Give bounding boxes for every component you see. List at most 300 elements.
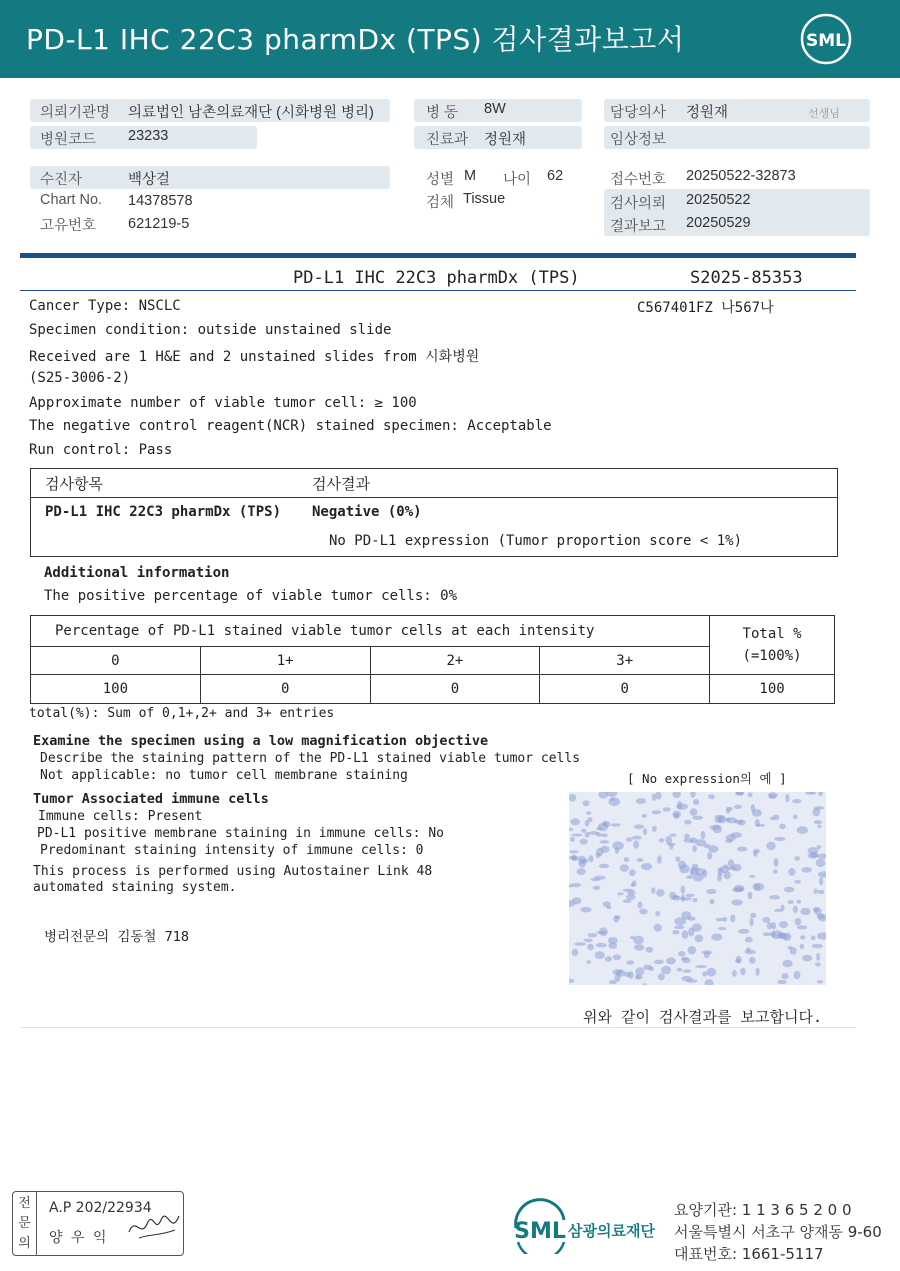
cell-nucleus [723,871,731,879]
cell-nucleus [679,864,690,873]
cell-nucleus [753,849,760,854]
cell-nucleus [610,798,615,801]
cell-nucleus [569,828,573,831]
cell-nucleus [818,792,823,796]
closing-statement: 위와 같이 검사결과를 보고합니다. [583,1008,822,1026]
cell-nucleus [622,889,634,892]
cell-nucleus [745,937,753,943]
result-table-header [31,469,837,498]
cell-nucleus [595,951,605,959]
level-cell: 1+ [200,647,370,675]
cell-nucleus [738,929,749,934]
cell-nucleus [605,956,612,961]
agency-number: 요양기관: 1 1 3 6 5 2 0 0 [674,1201,852,1219]
dept-label: 진료과 [426,132,469,148]
cell-nucleus [587,944,594,951]
cell-nucleus [608,937,618,944]
cell-nucleus [751,804,755,812]
cell-nucleus [630,936,635,939]
cell-nucleus [646,947,654,953]
cell-nucleus [781,973,788,979]
unique-id-value: 621219-5 [128,216,190,232]
value-cell: 0 [200,675,370,704]
cell-nucleus [643,828,647,835]
value-cell: 0 [370,675,540,704]
cell-nucleus [572,949,578,957]
cell-nucleus [626,894,635,900]
org-address: 서울특별시 서초구 양재동 9-60 [674,1223,882,1241]
cell-nucleus [673,813,679,819]
value-cell: 100 [31,675,201,704]
report-line: Specimen condition: outside unstained slide [29,322,392,338]
chart-no-label: Chart No. [40,192,103,208]
test-title: PD-L1 IHC 22C3 pharmDx (TPS) [293,268,580,288]
cell-nucleus [785,794,789,803]
cell-nucleus [779,824,786,830]
result-value: Negative (0%) [312,504,422,520]
cell-nucleus [802,955,812,962]
cell-nucleus [654,924,662,932]
cell-nucleus [615,915,621,919]
content-bottom-line [20,1027,856,1028]
cell-nucleus [695,935,704,943]
cell-nucleus [722,917,727,922]
sex-label: 성별 [426,172,455,188]
cell-nucleus [682,930,689,939]
stamp-side-label [13,1192,37,1255]
cell-nucleus [690,792,695,798]
intensity-header: Percentage of PD-L1 stained viable tumor cells at each intensity [31,616,710,647]
cell-nucleus [800,935,805,939]
specimen-label: 검체 [426,195,455,211]
cell-nucleus [600,846,609,853]
cell-nucleus [693,898,698,902]
cell-nucleus [695,839,706,846]
result-note: No PD-L1 expression (Tumor proportion score < 1%) [329,533,743,549]
cell-nucleus [771,922,776,929]
sml-footer-logo [510,1198,570,1254]
cell-nucleus [750,913,756,918]
block-code: C567401FZ 나567나 [637,300,774,316]
dept-value: 정원재 [484,132,527,148]
footer-logo-text: SML [514,1219,566,1244]
receipt-no-value: 20250522-32873 [686,168,796,184]
cell-nucleus [613,969,623,975]
cell-nucleus [674,926,684,930]
cell-nucleus [599,927,608,936]
institution-value: 의료법인 남촌의료재단 (시화병원 병리) [128,105,374,121]
level-cell: 0 [31,647,201,675]
report-line: Approximate number of viable tumor cell: ≥ 100 [29,395,417,411]
cell-nucleus [811,935,816,940]
cell-nucleus [792,799,801,803]
report-date-label: 결과보고 [610,219,667,235]
cell-nucleus [768,792,778,797]
cell-nucleus [735,887,744,891]
cell-nucleus [813,808,821,816]
cell-nucleus [704,952,710,959]
cell-nucleus [731,899,742,905]
report-line: Run control: Pass [29,442,173,458]
cell-nucleus [657,855,662,864]
cell-nucleus [643,983,647,985]
cell-nucleus [681,894,685,902]
cell-nucleus [639,909,647,915]
cell-nucleus [633,840,639,848]
cell-nucleus [684,820,692,825]
cell-nucleus [800,908,810,915]
cell-nucleus [793,906,798,914]
cell-nucleus [632,836,642,840]
cell-nucleus [596,832,601,837]
cell-nucleus [692,864,699,871]
cell-nucleus [819,877,823,885]
cell-nucleus [620,864,629,871]
cell-nucleus [659,838,665,842]
cell-nucleus [734,805,742,809]
cell-nucleus [816,859,826,867]
cell-nucleus [585,832,590,838]
cell-nucleus [690,808,698,816]
cell-nucleus [577,868,586,875]
cell-nucleus [652,794,656,801]
cell-nucleus [572,834,583,837]
value-cell: 0 [540,675,710,704]
cell-nucleus [726,817,730,821]
report-date-value: 20250529 [686,215,751,231]
stamp-ap-number: A.P 202/22934 [49,1200,152,1216]
cell-nucleus [626,960,634,964]
cell-nucleus [611,823,621,826]
cell-nucleus [814,889,818,894]
result-table [30,468,838,557]
cell-nucleus [726,867,737,871]
cell-nucleus [669,892,676,900]
cell-nucleus [598,792,608,799]
process-line: automated staining system. [33,880,237,895]
cell-nucleus [571,818,581,825]
cell-nucleus [635,967,644,976]
cell-nucleus [718,927,727,930]
cell-nucleus [749,918,753,926]
section-divider [20,253,856,258]
request-date-value: 20250522 [686,192,751,208]
stamp-side-char: 문 [18,1216,31,1231]
cell-nucleus [571,883,582,887]
doctor-suffix: 선생님 [808,108,840,120]
patient-name-value: 백상걸 [128,172,171,188]
cell-nucleus [579,856,586,865]
cell-nucleus [788,868,795,876]
cell-nucleus [656,792,662,800]
intensity-table [30,615,835,704]
examine-line: Not applicable: no tumor cell membrane staining [40,768,408,783]
cell-nucleus [779,921,788,928]
cell-nucleus [634,825,645,830]
cell-nucleus [681,911,691,920]
tumor-immune-title: Tumor Associated immune cells [33,791,269,807]
cell-nucleus [617,892,624,895]
cell-nucleus [773,858,778,867]
cell-nucleus [730,915,736,923]
header-banner [0,0,900,78]
cell-nucleus [681,957,689,961]
cell-nucleus [701,831,706,839]
immune-line: Immune cells: Present [38,809,203,824]
cell-nucleus [748,892,753,900]
cell-nucleus [737,847,747,852]
cell-nucleus [654,960,664,965]
total-header-cell [710,616,835,675]
cell-nucleus [773,815,780,821]
cell-nucleus [782,960,792,968]
level-cell: 2+ [370,647,540,675]
cell-nucleus [735,959,741,963]
logo-text: SML [806,31,846,51]
cell-nucleus [612,841,623,850]
cell-nucleus [746,947,751,952]
cell-nucleus [693,799,699,805]
cell-nucleus [624,857,630,862]
cell-nucleus [777,980,787,984]
chart-no-value: 14378578 [128,193,193,209]
cell-nucleus [569,794,576,802]
process-line: This process is performed using Autostainer Link 48 [33,864,433,879]
result-table-body [31,498,837,556]
cell-nucleus [586,811,591,814]
report-title: PD-L1 IHC 22C3 pharmDx (TPS) 검사결과보고서 [26,23,685,56]
report-line: Received are 1 H&E and 2 unstained slides from 시화병원 [29,349,480,365]
cell-nucleus [630,883,635,887]
cell-nucleus [678,951,686,957]
cell-nucleus [797,826,808,834]
col-result-header: 검사결과 [312,475,370,493]
cell-nucleus [793,815,798,819]
cell-nucleus [591,878,601,881]
cell-nucleus [600,833,608,837]
cell-nucleus [569,850,578,853]
cell-nucleus [580,839,588,845]
ward-value: 8W [484,101,506,117]
cell-nucleus [763,932,773,936]
cell-nucleus [795,918,802,925]
age-label: 나이 [503,172,532,188]
cell-nucleus [717,873,722,882]
cell-nucleus [581,829,586,833]
cell-nucleus [715,815,722,820]
cell-nucleus [817,825,822,828]
cell-nucleus [583,939,592,943]
cell-nucleus [638,901,643,908]
stamp-side-char: 전 [18,1196,31,1211]
cell-nucleus [787,900,793,904]
cell-nucleus [692,816,703,820]
doctor-label: 담당의사 [610,105,667,121]
cell-nucleus [817,914,825,919]
cell-nucleus [685,894,694,898]
cell-nucleus [774,837,786,841]
total-note: total(%): Sum of 0,1+,2+ and 3+ entries [29,706,335,721]
cell-nucleus [656,889,664,897]
cell-nucleus [773,869,778,873]
cell-nucleus [740,968,745,976]
cell-nucleus [692,845,697,852]
org-name: 삼광의료재단 [568,1222,655,1240]
cell-nucleus [814,820,823,824]
additional-line: The positive percentage of viable tumor cells: 0% [44,588,458,604]
institution-label: 의뢰기관명 [40,105,111,121]
cell-nucleus [661,966,671,975]
cell-nucleus [749,875,755,878]
cell-nucleus [677,968,682,972]
cell-nucleus [708,845,718,853]
cell-nucleus [588,855,593,862]
level-cell: 3+ [540,647,710,675]
additional-title: Additional information [44,565,230,581]
cell-nucleus [817,845,822,849]
cell-nucleus [583,800,590,806]
immune-line: Predominant staining intensity of immune cells: 0 [40,843,424,858]
cell-nucleus [816,953,820,961]
stamp-name: 양 우 익 [49,1230,109,1246]
cell-nucleus [596,943,607,948]
cell-nucleus [815,962,821,966]
cell-nucleus [681,886,686,894]
cell-nucleus [711,933,722,940]
cell-nucleus [642,814,647,818]
cell-nucleus [794,880,801,884]
sex-value: M [464,168,477,184]
cell-nucleus [753,883,765,891]
cell-nucleus [726,809,731,814]
cell-nucleus [788,946,793,949]
cell-nucleus [730,832,742,838]
row-shade-patient [30,166,390,189]
cell-nucleus [587,960,592,963]
examine-line: Describe the staining pattern of the PD-L1 stained viable tumor cells [40,751,581,766]
request-date-label: 검사의뢰 [610,196,667,212]
cell-nucleus [728,859,734,868]
cell-nucleus [666,957,676,964]
cell-nucleus [771,931,775,938]
cell-nucleus [636,798,646,804]
cell-nucleus [686,979,697,983]
cell-nucleus [585,820,590,827]
cell-nucleus [574,942,586,946]
cell-nucleus [748,792,753,797]
cell-nucleus [658,973,665,980]
cell-nucleus [706,968,716,977]
cell-nucleus [800,944,805,950]
pathologist: 병리전문의 김동철 718 [44,929,189,945]
col-item-header: 검사항목 [45,475,103,493]
cell-nucleus [683,838,693,843]
cell-nucleus [634,944,644,950]
cell-nucleus [797,925,807,929]
specimen-value: Tissue [463,191,506,207]
cell-nucleus [708,794,715,799]
cell-nucleus [581,907,592,913]
stamp-side-char: 의 [18,1236,31,1251]
cell-nucleus [755,824,765,827]
cell-nucleus [600,840,610,844]
cell-nucleus [732,970,737,977]
report-line: The negative control reagent(NCR) stained specimen: Acceptable [29,418,552,434]
cell-nucleus [705,979,714,985]
total-header: Total % [742,626,802,642]
signature [125,1206,183,1246]
clinical-label: 임상정보 [610,132,667,148]
title-underline [20,290,856,291]
cell-nucleus [635,975,643,979]
cell-nucleus [712,825,722,834]
cell-nucleus [587,933,597,937]
cell-nucleus [808,852,818,858]
hospital-code-value: 23233 [128,128,169,144]
cell-nucleus [818,871,826,877]
immune-line: PD-L1 positive membrane staining in immune cells: No [37,826,444,841]
cell-nucleus [675,856,680,862]
ward-label: 병 동 [426,105,459,121]
report-number: S2025-85353 [690,268,803,288]
cell-nucleus [684,834,690,840]
cell-nucleus [571,855,576,861]
cell-nucleus [593,886,600,890]
cell-nucleus [688,946,697,955]
total-value-cell: 100 [710,675,835,704]
org-phone: 대표번호: 1661-5117 [674,1245,824,1263]
report-line: Cancer Type: NSCLC [29,298,181,314]
cell-nucleus [677,801,682,810]
cell-nucleus [706,889,716,894]
cell-nucleus [797,900,802,904]
cell-nucleus [663,807,671,811]
cell-nucleus [762,917,770,923]
patient-name-label: 수진자 [40,172,83,188]
unique-id-label: 고유번호 [40,218,97,234]
cell-nucleus [695,965,707,968]
cell-nucleus [626,837,633,842]
report-line: (S25-3006-2) [29,370,131,386]
receipt-no-label: 접수번호 [610,172,667,188]
total-subheader: (=100%) [742,648,802,664]
image-caption: [ No expression의 예 ] [627,771,787,786]
cell-nucleus [793,971,800,980]
cell-nucleus [818,890,825,894]
specialist-stamp [12,1191,184,1256]
cell-nucleus [569,979,575,983]
cell-nucleus [651,887,656,894]
cell-nucleus [629,869,635,876]
cell-nucleus [769,895,780,899]
ihc-cells-graphic [569,792,826,985]
cell-nucleus [670,834,677,837]
cell-nucleus [780,905,784,912]
hospital-code-label: 병원코드 [40,132,97,148]
cell-nucleus [672,792,681,798]
cell-nucleus [749,957,756,964]
cell-nucleus [602,821,607,827]
cell-nucleus [633,936,644,945]
cell-nucleus [794,856,800,860]
cell-nucleus [688,927,694,936]
cell-nucleus [784,887,794,893]
cell-nucleus [672,930,679,934]
cell-nucleus [570,837,575,842]
cell-nucleus [607,906,612,909]
result-item: PD-L1 IHC 22C3 pharmDx (TPS) [45,504,282,520]
cell-nucleus [637,858,644,862]
